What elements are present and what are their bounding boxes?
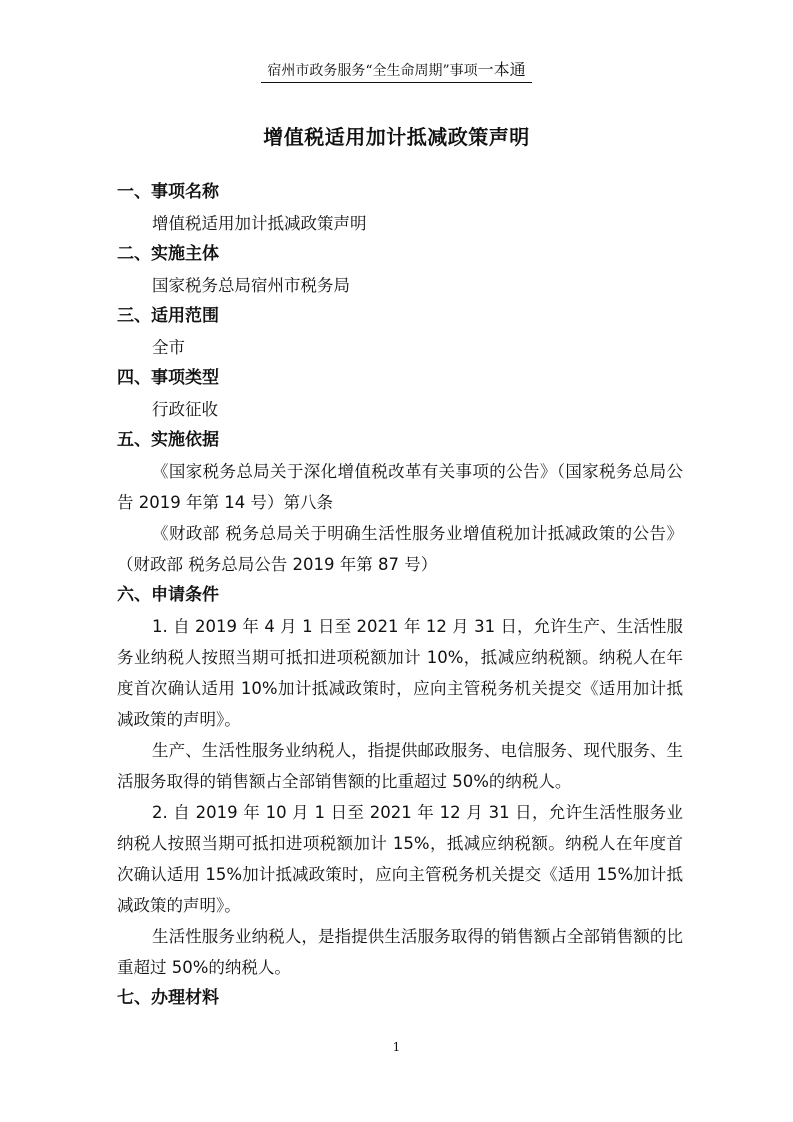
section-body-scope: 全市: [152, 338, 185, 357]
page-number: 1: [392, 1040, 401, 1054]
conditions-paragraph: 生产、生活性服务业纳税人，指提供邮政服务、电信服务、现代服务、生活服务取得的销售额占全部销售额的比重超过 50%的纳税人。: [117, 741, 683, 791]
section-heading-item-type: 四、事项类型: [117, 368, 219, 388]
conditions-paragraph: 1. 自 2019 年 4 月 1 日至 2021 年 12 月 31 日，允许生产、生活性服务业纳税人按照当期可抵扣进项税额加计 10%，抵减应纳税额。纳税人在年度首次确认适用 10%加计抵减政策时，应向主管税务机关提交《适用加计抵减政策的声明》。: [117, 617, 683, 729]
section-heading-legal-basis: 五、实施依据: [117, 430, 219, 450]
section-heading-item-name: 一、事项名称: [117, 182, 219, 202]
section-body-item-name: 增值税适用加计抵减政策声明: [152, 214, 367, 233]
page-header: [0, 60, 793, 83]
legal-basis-paragraph: 《国家税务总局关于深化增值税改革有关事项的公告》（国家税务总局公告 2019 年第 14 号）第八条: [117, 462, 683, 512]
header-text: [261, 60, 531, 83]
header-title: 宿州市政务服务“全生命周期”事项: [267, 63, 478, 79]
conditions-paragraph: 生活性服务业纳税人，是指提供生活服务取得的销售额占全部销售额的比重超过 50%的纳税人。: [117, 927, 683, 977]
section-heading-conditions: 六、申请条件: [117, 585, 219, 605]
section-heading-scope: 三、适用范围: [117, 306, 219, 326]
section-heading-materials: 七、办理材料: [117, 988, 219, 1008]
legal-basis-paragraph: 《财政部 税务总局关于明确生活性服务业增值税加计抵减政策的公告》（财政部 税务总局公告 2019 年第 87 号）: [117, 524, 683, 574]
document-title: 增值税适用加计抵减政策声明: [263, 125, 530, 149]
document-body: [117, 177, 683, 1014]
conditions-paragraph: 2. 自 2019 年 10 月 1 日至 2021 年 12 月 31 日，允许生活性服务业纳税人按照当期可抵扣进项税额加计 15%，抵减应纳税额。纳税人在年度首次确认适用 15%加计抵减政策时，应向主管税务机关提交《适用 15%加计抵减政策的声明》。: [117, 803, 683, 915]
section-body-item-type: 行政征收: [152, 400, 218, 419]
section-body-implementing-body: 国家税务总局宿州市税务局: [152, 276, 350, 295]
header-emphasis: 一本通: [477, 60, 526, 79]
section-heading-implementing-body: 二、实施主体: [117, 244, 219, 264]
